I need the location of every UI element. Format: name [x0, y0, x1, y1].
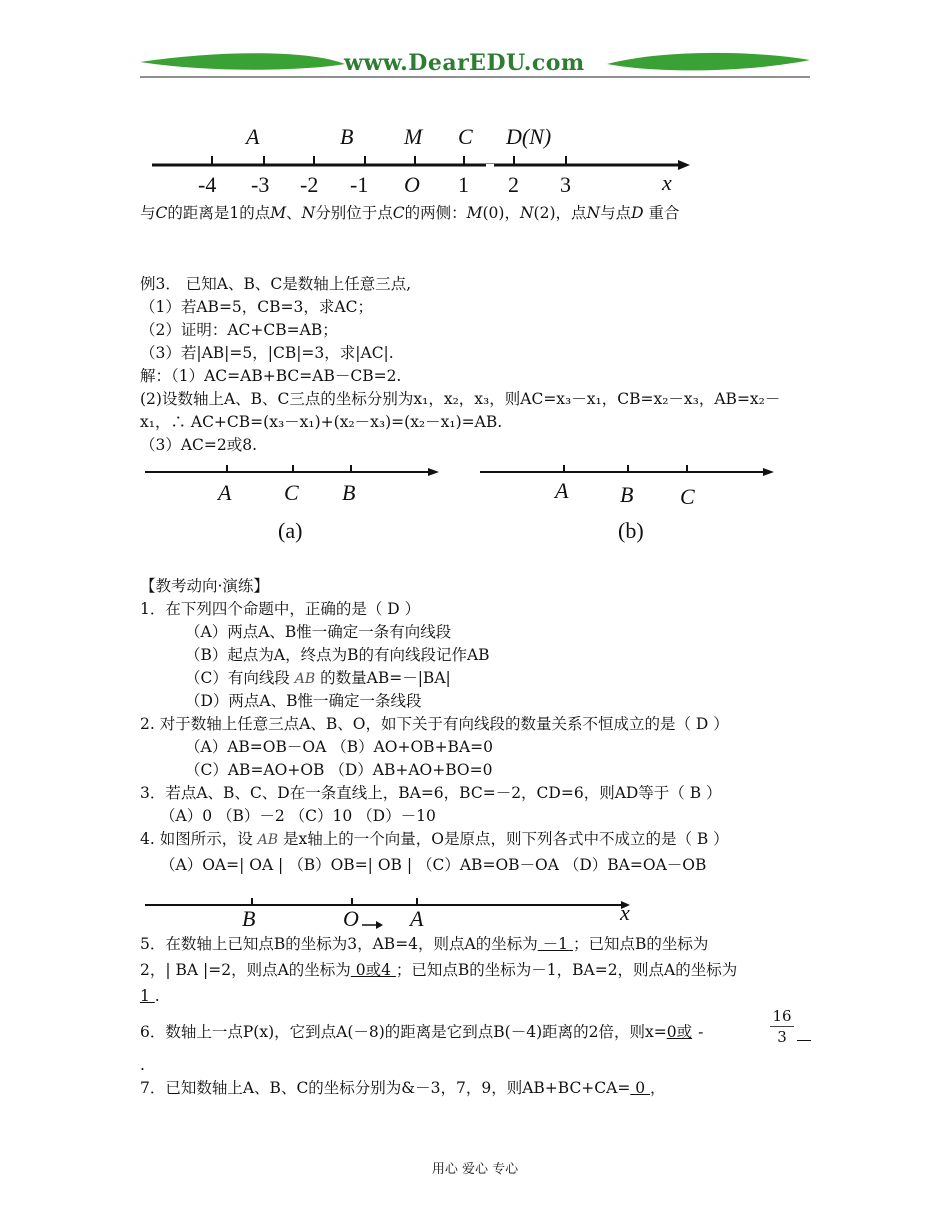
point-label-dn: D(N) [506, 124, 552, 149]
answer-underline [797, 1040, 811, 1041]
fig2b-label-a: A [555, 478, 569, 503]
practice-q4: 4. 如图所示，设 AB 是x轴上的一个向量，O是原点，则下列各式中不成立的是（ B ） [140, 830, 729, 848]
practice-q7: 7．已知数轴上A、B、C的坐标分别为&－3，7，9，则AB+BC+CA= 0 ， [140, 1079, 666, 1097]
fraction-denominator: 3 [777, 1028, 787, 1046]
practice-q1: 1．在下列四个命题中，正确的是（ D ） [140, 600, 421, 618]
fig2a-label-c: C [284, 480, 299, 505]
answer-blank: 1 [140, 987, 155, 1005]
tick-label: -1 [350, 172, 369, 197]
example-3-q2: （2）证明：AC+CB=AB； [140, 321, 338, 339]
tick-label: -2 [300, 172, 319, 197]
practice-q5-line3: 1 . [140, 987, 160, 1005]
solution-1: 解：（1）AC=AB+BC=AB－CB=2. [140, 367, 402, 385]
answer-blank: 0或4 [350, 961, 396, 979]
axis-label-x: x [662, 170, 672, 195]
example-3-q1: （1）若AB=5，CB=3，求AC； [140, 298, 373, 316]
practice-q3: 3．若点A、B、C、D在一条直线上，BA=6，BC=－2，CD=6，则AD等于（ B ） [140, 784, 722, 802]
number-line-figure-3 [145, 897, 630, 913]
fig2b-caption: (b) [618, 518, 644, 543]
fig3-label-a: A [410, 906, 424, 931]
practice-q5-line2: 2，| BA |=2，则点A的坐标为 0或4 ；已知点B的坐标为－1，BA=2，则点A的坐标为 [140, 961, 738, 979]
point-label-c: C [458, 124, 473, 149]
solution-2b: x₁，∴ AC+CB=(x₃－x₁)+(x₂－x₃)=(x₂－x₁)=AB. [140, 413, 503, 431]
tick-label: 3 [560, 172, 571, 197]
practice-q1-option-b: （B）起点为A，终点为B的有向线段记作AB [185, 646, 490, 664]
practice-q2-options-ab: （A）AB=OB－OA （B）AO+OB+BA=0 [185, 738, 493, 756]
practice-q6-dot: . [140, 1056, 145, 1074]
answer-blank: 0 [630, 1079, 651, 1097]
arrow-icon [362, 920, 384, 930]
practice-q4-options: （A）OA=| OA | （B）OB=| OB | （C）AB=OB－OA （D）BA=OA－OB [160, 856, 707, 874]
practice-q1-option-d: （D）两点A、B惟一确定一条线段 [185, 692, 422, 710]
number-line-figure-2b [480, 463, 775, 481]
fig3-label-o: O [343, 906, 359, 931]
number-line-figure-1 [150, 150, 690, 180]
example-3-q3: （3）若|AB|=5，|CB|=3，求|AC|. [140, 344, 394, 362]
fig2a-caption: (a) [278, 518, 303, 543]
point-label-m: M [404, 124, 423, 149]
practice-heading: 【教考动向·演练】 [140, 577, 269, 595]
fig2b-label-b: B [620, 482, 634, 507]
left-green-swoosh [140, 53, 345, 70]
practice-q5-line1: 5．在数轴上已知点B的坐标为3，AB=4，则点A的坐标为 －1 ；已知点B的坐标为 [140, 935, 709, 953]
example-3-title: 例3． 已知A、B、C是数轴上任意三点, [140, 275, 412, 293]
tick-label: 2 [508, 172, 519, 197]
fig2a-label-a: A [218, 480, 232, 505]
fig2b-label-c: C [680, 484, 695, 509]
vector-ab: AB [257, 832, 279, 848]
point-label-b: B [340, 124, 354, 149]
fig3-label-b: B [242, 906, 256, 931]
practice-q1-option-c: （C）有向线段 AB 的数量AB=－|BA| [185, 669, 451, 687]
fig3-axis-label-x: x [620, 900, 630, 925]
answer-blank: －1 [537, 935, 573, 953]
solution-2a: (2)设数轴上A、B、C三点的坐标分别为x₁，x₂，x₃，则AC=x₃－x₁，CB=x₂－x₃，AB=x₂－ [140, 390, 781, 408]
fraction-16-over-3 [770, 1006, 794, 1047]
vector-ab: AB [294, 671, 316, 687]
practice-q2-options-cd: （C）AB=AO+OB （D）AB+AO+BO=0 [185, 761, 493, 779]
tick-label: 1 [458, 172, 469, 197]
fig2a-label-b: B [342, 480, 356, 505]
practice-q1-option-a: （A）两点A、B惟一确定一条有向线段 [185, 623, 452, 641]
page-footer: 用心 爱心 专心 [431, 1162, 519, 1177]
fraction-numerator: 16 [772, 1007, 792, 1025]
point-label-a: A [246, 124, 260, 149]
tick-label: -3 [251, 172, 270, 197]
practice-q3-options: （A）0 （B）－2 （C）10 （D）－10 [160, 807, 436, 825]
number-line-figure-2a [145, 463, 440, 481]
fig1-caption: 与C的距离是1的点M、N分别位于点C的两侧：M(0)，N(2)，点N与点D 重合 [140, 204, 680, 222]
site-logo-text: www.DearEDU.com [344, 50, 585, 76]
answer-blank: 0或 [666, 1023, 693, 1041]
tick-label: -4 [198, 172, 217, 197]
right-green-swoosh [607, 53, 810, 70]
solution-3: （3）AC=2或8. [140, 436, 258, 454]
practice-q6: 6．数轴上一点P(x)，它到点A(－8)的距离是它到点B(－4)距离的2倍，则x=0或 - [140, 1023, 704, 1041]
practice-q2: 2. 对于数轴上任意三点A、B、O，如下关于有向线段的数量关系不恒成立的是（ D ） [140, 715, 729, 733]
tick-label-origin: O [404, 172, 420, 197]
